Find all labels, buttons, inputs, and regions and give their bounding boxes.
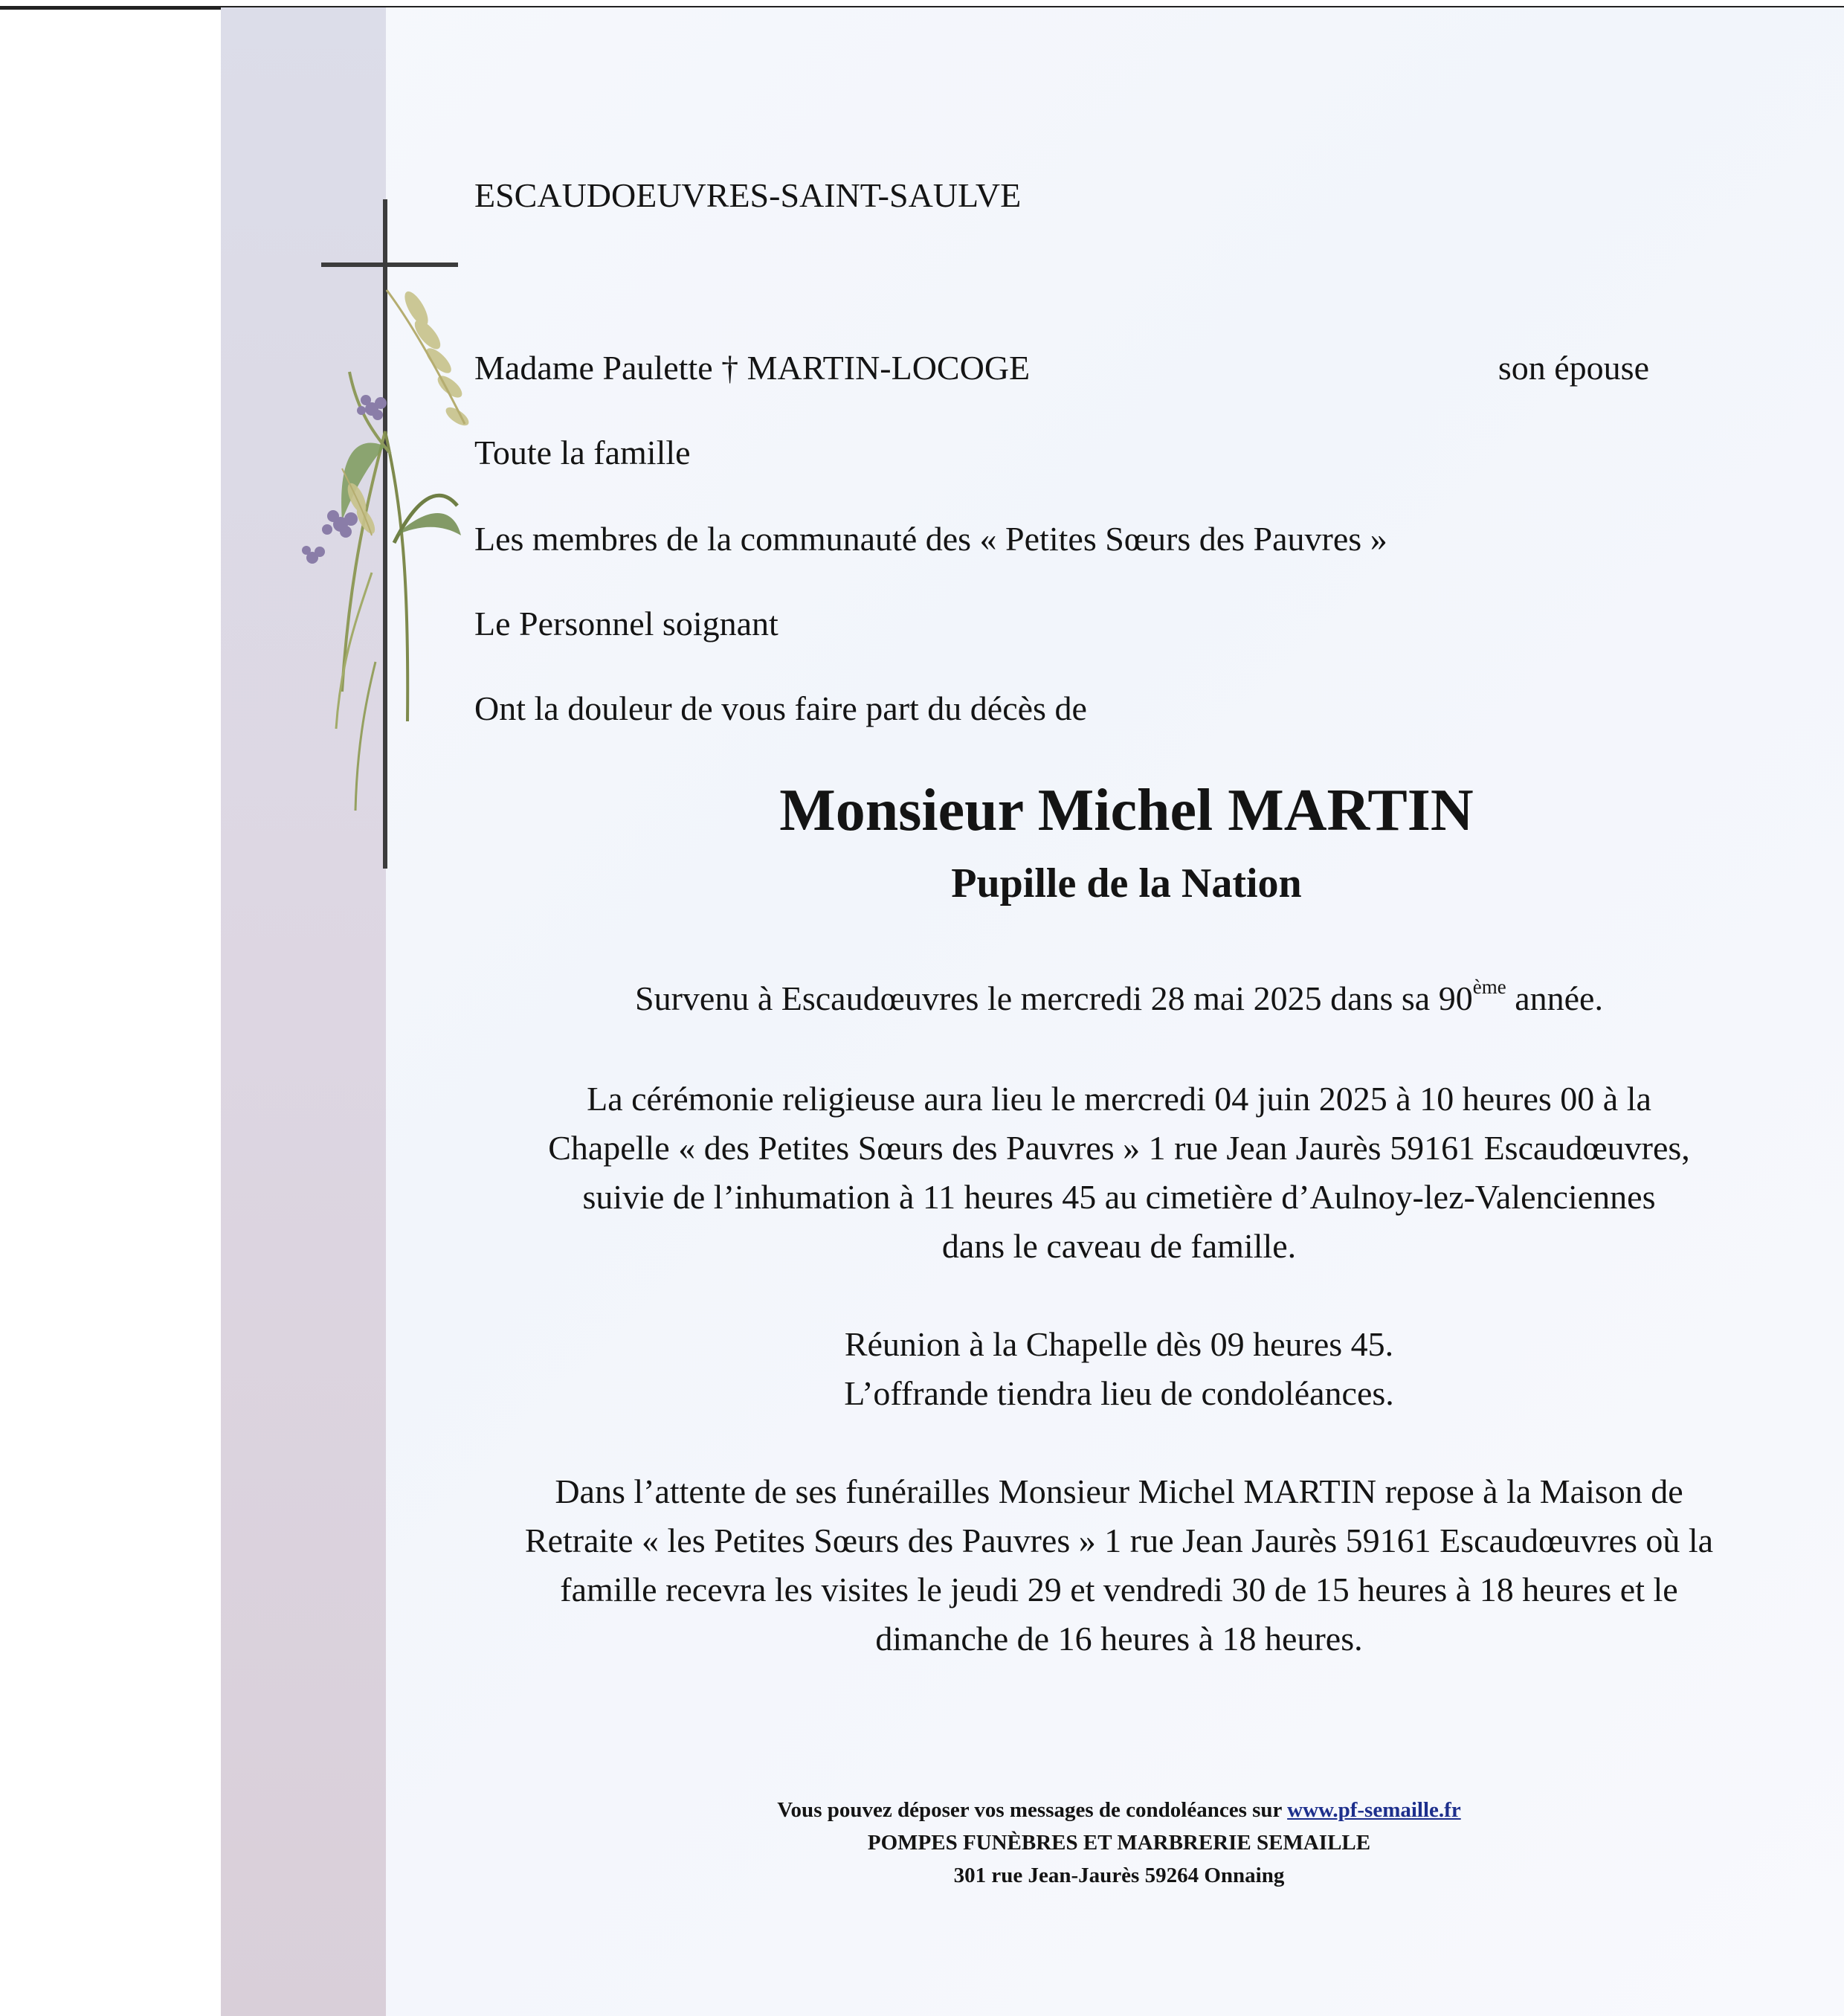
visits-line-3: famille recevra les visites le jeudi 29 et vendredi 30 de 15 heures à 18 heures et le [560, 1571, 1678, 1608]
footer-condolences-text: Vous pouvez déposer vos messages de condoléances sur [777, 1798, 1288, 1822]
staff-line: Le Personnel soignant [474, 605, 778, 643]
community-line: Les membres de la communauté des « Petites Sœurs des Pauvres » [474, 520, 1387, 558]
cross-wheat-decoration-icon [297, 186, 491, 877]
death-text-end: année. [1506, 979, 1603, 1017]
death-superscript: ème [1472, 976, 1506, 998]
website-link[interactable]: www.pf-semaille.fr [1287, 1798, 1461, 1822]
meeting-line-1: Réunion à la Chapelle dès 09 heures 45. [844, 1325, 1394, 1363]
footer-company: POMPES FUNÈBRES ET MARBRERIE SEMAILLE [867, 1831, 1371, 1855]
family-line: Toute la famille [474, 434, 691, 471]
ceremony-line-1: La cérémonie religieuse aura lieu le mercredi 04 juin 2025 à 10 heures 00 à la [587, 1080, 1651, 1118]
deceased-title: Pupille de la Nation [951, 860, 1302, 906]
town-heading: ESCAUDOEUVRES-SAINT-SAULVE [474, 176, 1022, 214]
visits-line-1: Dans l’attente de ses funérailles Monsieur Michel MARTIN repose à la Maison de [555, 1472, 1683, 1510]
visits-line-2: Retraite « les Petites Sœurs des Pauvres » 1 rue Jean Jaurès 59161 Escaudœuvres où la [524, 1521, 1714, 1559]
ceremony-line-4: dans le caveau de famille. [941, 1227, 1297, 1265]
visits-line-4: dimanche de 16 heures à 18 heures. [875, 1620, 1363, 1658]
footer-address: 301 rue Jean-Jaurès 59264 Onnaing [953, 1864, 1285, 1887]
deceased-name: Monsieur Michel MARTIN [779, 778, 1474, 843]
meeting-line-2: L’offrande tiendra lieu de condoléances. [844, 1374, 1394, 1412]
death-line [454, 974, 1785, 1023]
announcement-line: Ont la douleur de vous faire part du décès de [474, 689, 1087, 727]
ceremony-line-3: suivie de l’inhumation à 11 heures 45 au cimetière d’Aulnoy-lez-Valenciennes [582, 1178, 1656, 1216]
spouse-name: Madame Paulette † MARTIN-LOCOGE [474, 349, 1031, 387]
ceremony-line-2: Chapelle « des Petites Sœurs des Pauvres » 1 rue Jean Jaurès 59161 Escaudœuvres, [548, 1129, 1690, 1167]
footer-condolences [454, 1800, 1785, 1821]
death-text: Survenu à Escaudœuvres le mercredi 28 mai 2025 dans sa 90 [635, 979, 1473, 1017]
spouse-relation: son épouse [1498, 349, 1649, 387]
